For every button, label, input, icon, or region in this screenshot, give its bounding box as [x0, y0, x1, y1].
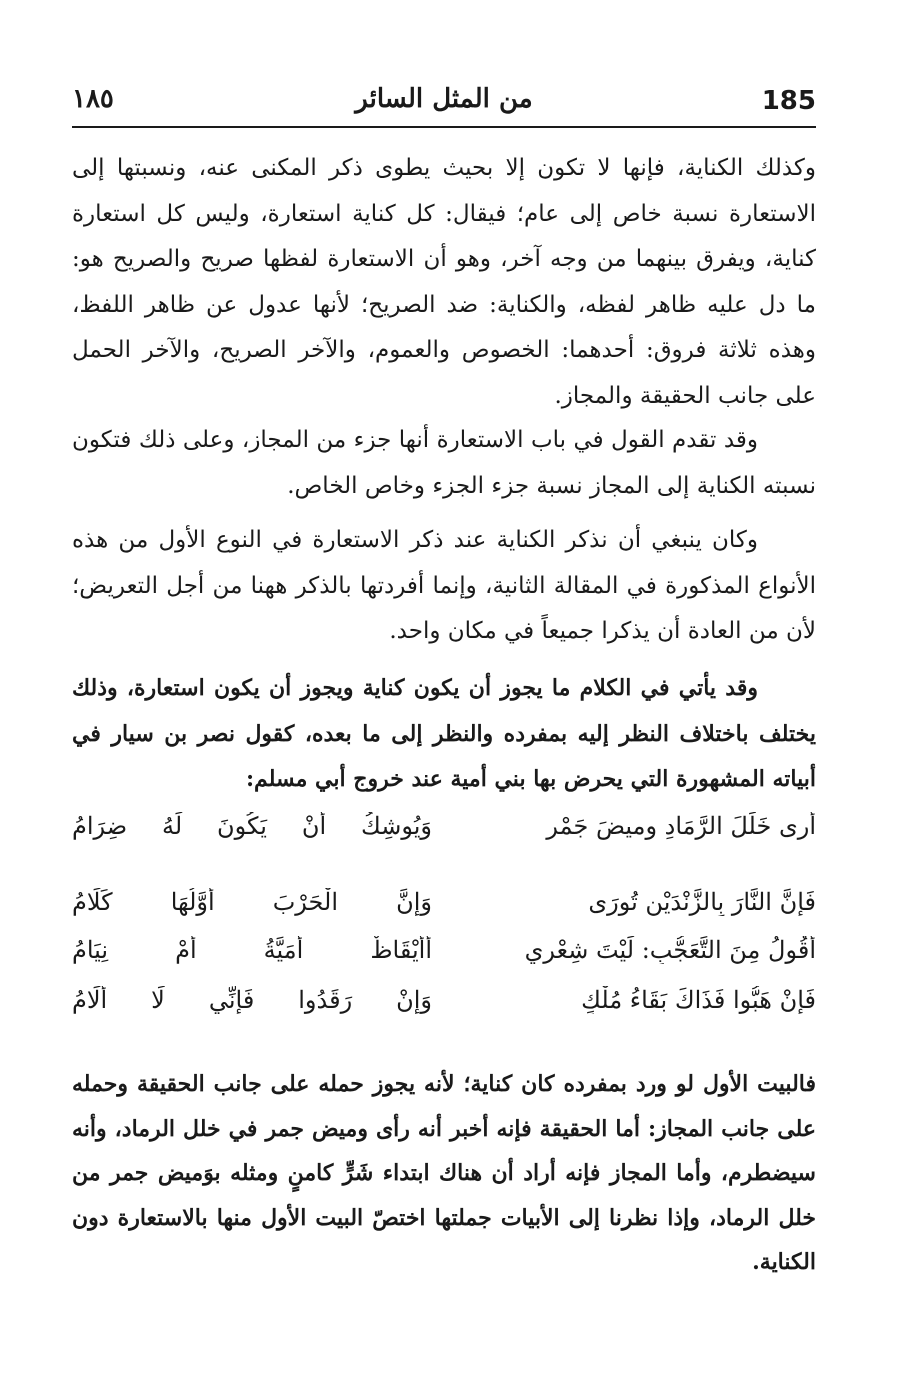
paragraph-5: فالبيت الأول لو ورد بمفرده كان كناية؛ لأنه يجوز حمله على جانب الحقيقة وحمله على جانب المجاز: أما الحقيقة فإنه أخبر أنه رأى وميض جمر في خلل الرماد، وأنه سيضطرم، وأما المجاز فإنه أراد أن هناك ابتداء شَرٍّ كامنٍ ومثله بوَميض جمر من خلل الرماد، وإذا نظرنا إلى الأبيات جملتها اختصّ البيت الأول منها بالاستعارة دون الكناية. [72, 1071, 816, 1275]
verse-second-hemistich: وَيُوشِكُ أَنْ يَكُونَ لَهُ ضِرَامُ [72, 812, 432, 840]
verse-second-hemistich: أَأَيْقَاظٌ أُمَيَّةُ أَمْ نِيَامُ [72, 936, 432, 964]
poem-verse [72, 936, 816, 986]
verse-first-hemistich: فَإِنْ هَبُّوا فَذَاكَ بَقَاءُ مُلْكٍ [581, 986, 816, 1014]
paragraph-2: وقد تقدم القول في باب الاستعارة أنها جزء من المجاز، وعلى ذلك فتكون نسبته الكناية إلى المجاز نسبة جزء الجزء وخاص الخاص. [72, 427, 816, 499]
page-header [72, 84, 816, 124]
verse-first-hemistich: أَقُولُ مِنَ التَّعَجُّبِ: لَيْتَ شِعْرِي [524, 936, 816, 964]
poem-verse [72, 986, 816, 1036]
verse-second-hemistich: وَإِنْ رَقَدُوا فَإِنِّي لَا أُلَامُ [72, 986, 432, 1014]
page-number-latin: 185 [761, 86, 816, 116]
page-number-arabic: ١٨٥ [72, 84, 114, 114]
verse-first-hemistich: فَإِنَّ النَّارَ بِالزَّنْدَيْنِ تُورَى [588, 888, 816, 916]
paragraph-3: وكان ينبغي أن نذكر الكناية عند ذكر الاستعارة في النوع الأول من هذه الأنواع المذكورة في المقالة الثانية، وإنما أفردتها بالذكر ههنا من أجل التعريض؛ لأن من العادة أن يذكرا جميعاً في مكان واحد. [72, 527, 816, 644]
verse-second-hemistich: وَإِنَّ الْحَرْبَ أَوَّلُهَا كَلَامُ [72, 888, 432, 916]
running-title: من المثل السائر [355, 84, 533, 114]
poem-verse [72, 888, 816, 938]
poem-verse [72, 812, 816, 862]
verse-first-hemistich: أرى خَلَلَ الرَّمَادِ وميضَ جَمْرٍ [546, 812, 816, 840]
paragraph-4: وقد يأتي في الكلام ما يجوز أن يكون كناية ويجوز أن يكون استعارة، وذلك يختلف باختلاف النظر إليه بمفرده والنظر إلى ما بعده، كقول نصر بن سيار في أبياته المشهورة التي يحرض بها بني أمية عند خروج أبي مسلم: [72, 675, 816, 792]
header-rule [72, 126, 816, 128]
paragraph-1: وكذلك الكناية، فإنها لا تكون إلا بحيث يطوى ذكر المكنى عنه، ونسبتها إلى الاستعارة نسبة خاص إلى عام؛ فيقال: كل كناية استعارة، وليس كل استعارة كناية، ويفرق بينهما من وجه آخر، وهو أن الاستعارة لفظها صريح والصريح هو: ما دل عليه ظاهر لفظه، والكناية: ضد الصريح؛ لأنها عدول عن ظاهر اللفظ، وهذه ثلاثة فروق: أحدهما: الخصوص والعموم، والآخر الصريح، والآخر الحمل على جانب الحقيقة والمجاز. [72, 155, 816, 409]
